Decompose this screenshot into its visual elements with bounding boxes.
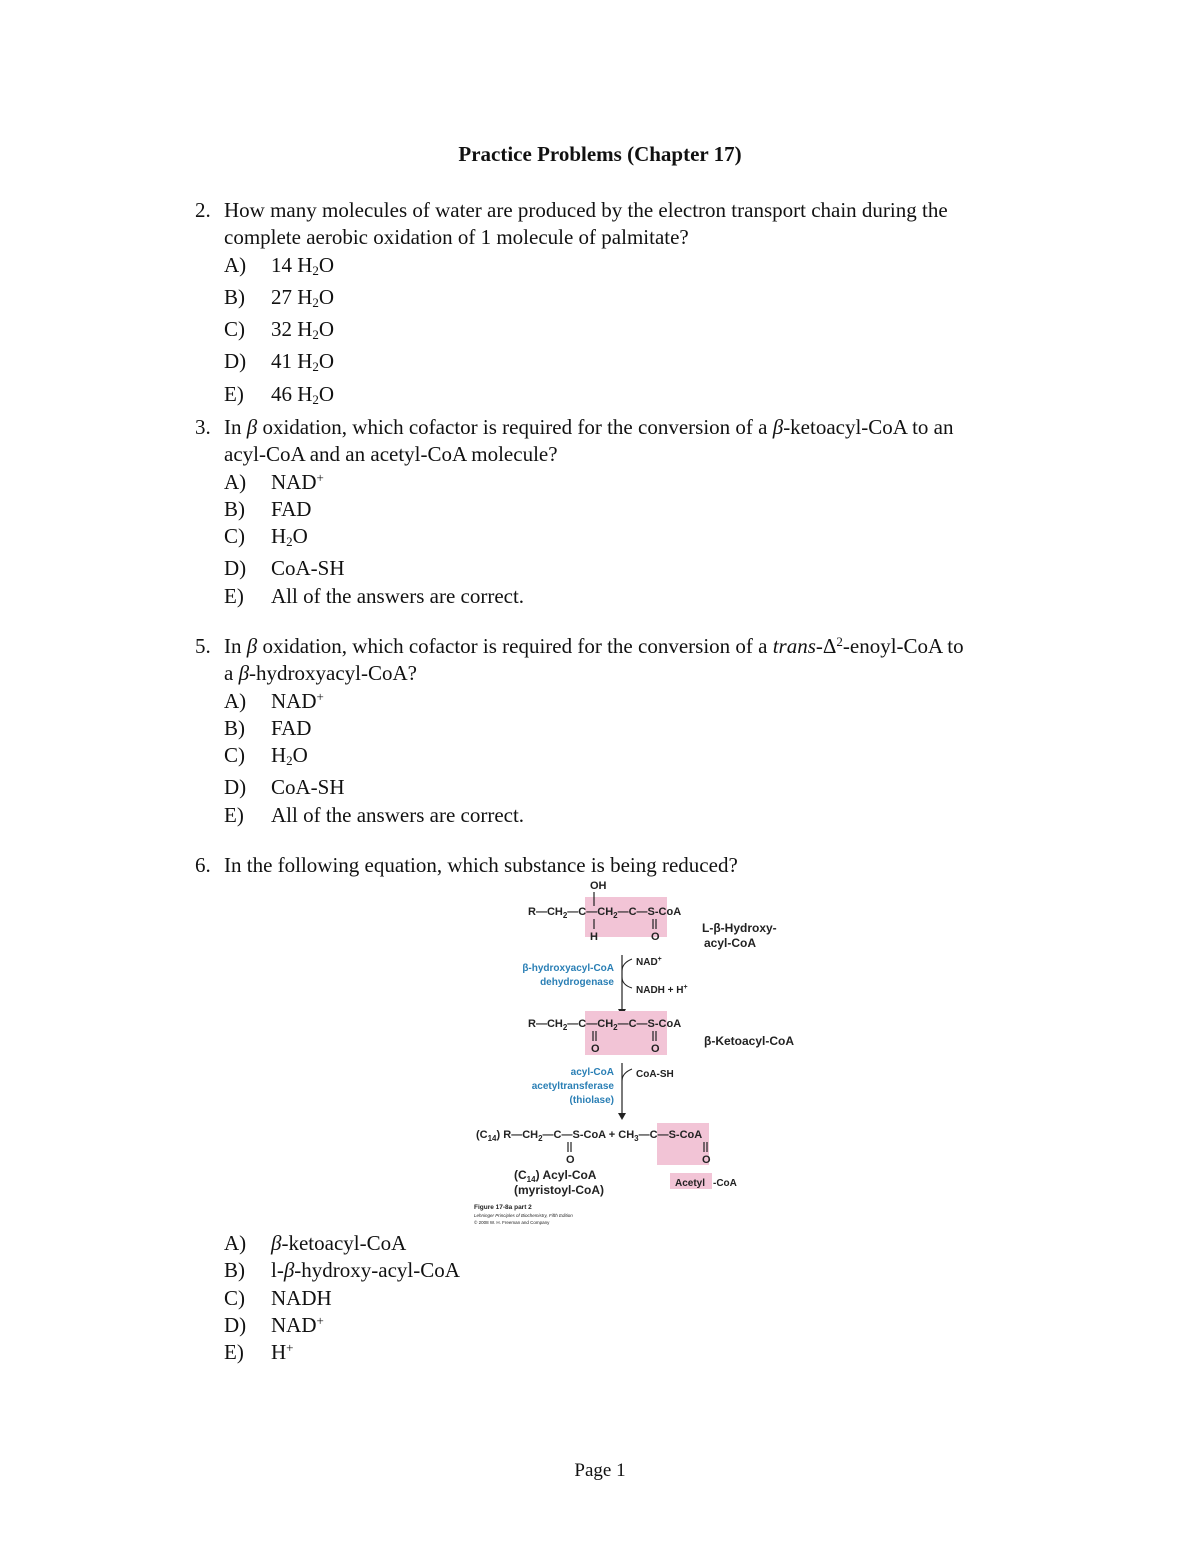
- figure-credit: Lehninger Principles of Biochemistry, Fifth Edition: [474, 1213, 573, 1218]
- option-e: E) All of the answers are correct.: [224, 583, 525, 608]
- option-a: A) NAD+: [224, 688, 324, 713]
- question-number: 3.: [195, 415, 211, 439]
- option-b: B) 27 $H_2O$: [224, 284, 335, 310]
- svg-text:O: O: [651, 1043, 660, 1055]
- option-e: E) 46 $H_2O$: [224, 381, 335, 407]
- question-number: 5.: [195, 634, 211, 658]
- question-3: [195, 414, 1075, 610]
- option-d: D) CoA-SH: [224, 556, 345, 581]
- option-e: E) H+: [224, 1340, 294, 1365]
- svg-text:O: O: [702, 1154, 711, 1166]
- question-stem: In β oxidation, which cofactor is required for the conversion of a β-ketoacyl-CoA to an acyl-CoA and an acetyl-CoA molecule?: [224, 415, 954, 467]
- option-d: D) 41 $H_2O$: [224, 349, 335, 375]
- nadh-label: NADH + H+: [636, 984, 688, 996]
- hydroxyacyl-name-2: acyl-CoA: [704, 936, 757, 950]
- acetyl-coa-suffix: -CoA: [713, 1178, 737, 1189]
- svg-text:O: O: [591, 1043, 600, 1055]
- h-label: H: [590, 931, 598, 943]
- option-a: A) NAD+: [224, 469, 324, 494]
- option-c: C) NADH: [224, 1285, 332, 1310]
- page-number: Page 1: [574, 1460, 626, 1481]
- figure-copyright: © 2008 W. H. Freeman and Company: [474, 1220, 550, 1225]
- question-number: 2.: [195, 198, 211, 222]
- r-ch2-group: $R—CH_2—C—CH_2—C—S$-CoA: [528, 906, 682, 920]
- question-2: [195, 197, 1075, 413]
- option-c: C) $H_2O$: [224, 743, 308, 769]
- enzyme-thiolase-3: (thiolase): [569, 1095, 614, 1106]
- reaction-scheme-figure: [470, 875, 810, 1227]
- question-5: [195, 633, 1075, 829]
- products-line: $(C_{14})$ $R—CH_2—C—S$-CoA + $CH_3—C—S$-CoA: [476, 1129, 703, 1143]
- enzyme-dehydrogenase: β-hydroxyacyl-CoA: [522, 963, 614, 974]
- question-stem: In the following equation, which substance is being reduced?: [224, 853, 738, 877]
- option-a: A) β-ketoacyl-CoA: [224, 1231, 407, 1255]
- option-b: B) FAD: [224, 715, 312, 740]
- svg-text:O: O: [566, 1154, 575, 1166]
- cofactor-in-curve: [622, 959, 632, 971]
- enzyme-thiolase: acyl-CoA: [570, 1067, 614, 1078]
- figure-caption: Figure 17-8a part 2: [474, 1204, 532, 1211]
- question-number: 6.: [195, 853, 211, 877]
- acyl-coa-name: $(C_{14})$ Acyl-CoA: [514, 1168, 597, 1184]
- enzyme-dehydrogenase-2: dehydrogenase: [540, 977, 614, 988]
- hydroxyacyl-name: L-β-Hydroxy-: [702, 921, 777, 935]
- option-c: C) 32 $H_2O$: [224, 317, 335, 343]
- option-b: B) FAD: [224, 496, 312, 521]
- ketoacyl-structure: $R—CH_2—C—CH_2—C—S$-CoA: [528, 1018, 682, 1032]
- question-stem: How many molecules of water are produced by the electron transport chain during the complete aerobic oxidation of 1 molecule of palmitate?: [224, 198, 948, 250]
- question-stem: In β oxidation, which cofactor is required for the conversion of a trans-$\Delta^2-enoyl$-CoA to a β-hydroxyacyl-CoA?: [224, 634, 964, 686]
- o-label: O: [651, 931, 660, 943]
- myristoyl-name: (myristoyl-CoA): [514, 1183, 605, 1197]
- ketoacyl-name: β-Ketoacyl-CoA: [704, 1034, 794, 1048]
- enzyme-thiolase-2: acetyltransferase: [531, 1081, 614, 1092]
- question-6-options: [195, 1230, 1075, 1366]
- arrow-head-icon: [618, 1113, 626, 1120]
- option-d: D) NAD+: [224, 1312, 324, 1337]
- nad-label: NAD+: [636, 956, 662, 968]
- cofactor-out-curve: [622, 977, 632, 988]
- option-c: C) $H_2O$: [224, 524, 308, 550]
- option-d: D) CoA-SH: [224, 775, 345, 800]
- option-b: B) l-β-hydroxy-acyl-CoA: [224, 1258, 460, 1283]
- oh-label: OH: [590, 880, 607, 892]
- option-a: A) 14 $H_2O$: [224, 252, 335, 278]
- page-title: Practice Problems (Chapter 17): [458, 142, 742, 166]
- coash-label: CoA-SH: [636, 1069, 674, 1080]
- option-e: E) All of the answers are correct.: [224, 802, 525, 827]
- acetyl-name: Acetyl: [675, 1178, 706, 1189]
